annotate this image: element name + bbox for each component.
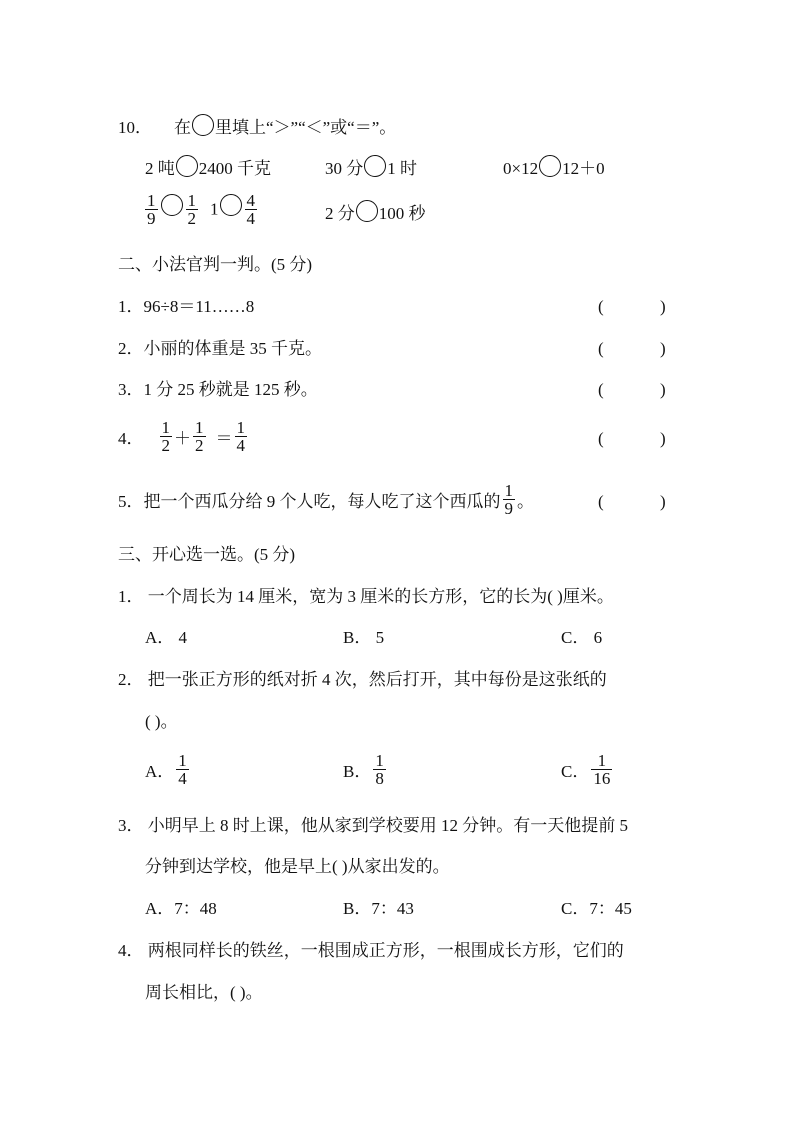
section3-title: 三、开心选一选。(5 分) bbox=[118, 545, 296, 564]
paren-close: ) bbox=[660, 492, 666, 511]
fraction: $\frac{1}{2}$ bbox=[187, 191, 196, 228]
fraction: $\frac{1}{9}$ bbox=[147, 191, 156, 228]
answer-paren-q3[interactable]: ( bbox=[598, 380, 604, 399]
compare-circle[interactable] bbox=[192, 114, 214, 136]
choice-q2-option-c[interactable]: C． $\frac{1}{16}$ bbox=[561, 751, 611, 788]
q10-item-c: 0×12 12＋0 bbox=[503, 155, 605, 179]
compare-circle-d[interactable] bbox=[161, 194, 183, 216]
choice-q2-option-a[interactable]: A． $\frac{1}{4}$ bbox=[145, 751, 187, 788]
compare-circle-a[interactable] bbox=[176, 155, 198, 177]
choice-q3-line1: 3． 小明早上 8 时上课，他从家到学校要用 12 分钟。有一天他提前 5 bbox=[118, 816, 628, 835]
compare-circle-b[interactable] bbox=[364, 155, 386, 177]
choice-q1: 1． 一个周长为 14 厘米，宽为 3 厘米的长方形，它的长为( )厘米。 bbox=[118, 587, 614, 606]
judge-q4: 4． $\frac{1}{2}$ ＋ $\frac{1}{2}$ ＝ $\frac{1}{4}$ bbox=[118, 418, 245, 455]
fraction: $\frac{1}{2}$ bbox=[161, 418, 170, 455]
choice-q3-option-a[interactable]: A．7：48 bbox=[145, 899, 217, 918]
choice-q4-line2: 周长相比，( )。 bbox=[145, 983, 263, 1002]
q10-item-b: 30 分 1 时 bbox=[325, 155, 417, 179]
answer-paren-q5[interactable]: ( bbox=[598, 492, 604, 511]
fraction: $\frac{1}{4}$ bbox=[178, 751, 187, 788]
fraction: $\frac{1}{8}$ bbox=[375, 751, 384, 788]
fraction: $\frac{1}{16}$ bbox=[593, 751, 611, 788]
judge-q3: 3．1 分 25 秒就是 125 秒。 bbox=[118, 380, 318, 399]
choice-q3-line2: 分钟到达学校，他是早上( )从家出发的。 bbox=[145, 857, 450, 876]
section2-title: 二、小法官判一判。(5 分) bbox=[118, 255, 313, 274]
q10-item-e: 1 $\frac{4}{4}$ bbox=[210, 191, 255, 228]
choice-q4-line1: 4． 两根同样长的铁丝，一根围成正方形，一根围成长方形，它们的 bbox=[118, 941, 624, 960]
q10-item-a: 2 吨 2400 千克 bbox=[145, 155, 271, 179]
q10-item-f: 2 分 100 秒 bbox=[325, 200, 426, 224]
paren-close: ) bbox=[660, 429, 666, 448]
choice-q3-option-c[interactable]: C．7：45 bbox=[561, 899, 632, 918]
answer-paren-q4[interactable]: ( bbox=[598, 429, 604, 448]
compare-circle-e[interactable] bbox=[220, 194, 242, 216]
choice-q2-option-b[interactable]: B． $\frac{1}{8}$ bbox=[343, 751, 384, 788]
fraction: $\frac{1}{9}$ bbox=[504, 481, 513, 518]
fraction: $\frac{1}{2}$ bbox=[195, 418, 204, 455]
q10-stem: 10． 在 里填上“＞”“＜”或“＝”。 bbox=[118, 114, 396, 138]
judge-q2: 2．小丽的体重是 35 千克。 bbox=[118, 339, 322, 358]
paren-close: ) bbox=[660, 380, 666, 399]
answer-paren-q2[interactable]: ( bbox=[598, 339, 604, 358]
judge-q5: 5．把一个西瓜分给 9 个人吃，每人吃了这个西瓜的 $\frac{1}{9}$ 。 bbox=[118, 481, 534, 518]
compare-circle-f[interactable] bbox=[356, 200, 378, 222]
choice-q3-option-b[interactable]: B．7：43 bbox=[343, 899, 414, 918]
judge-q1: 1．96÷8＝11……8 bbox=[118, 297, 255, 316]
choice-q2-line1: 2． 把一张正方形的纸对折 4 次，然后打开，其中每份是这张纸的 bbox=[118, 670, 607, 689]
answer-paren-q1[interactable]: ( bbox=[598, 297, 604, 316]
fraction: $\frac{1}{4}$ bbox=[236, 418, 245, 455]
paren-close: ) bbox=[660, 339, 666, 358]
choice-q2-line2: ( )。 bbox=[145, 712, 178, 731]
q10-item-d bbox=[143, 192, 200, 227]
compare-circle-c[interactable] bbox=[539, 155, 561, 177]
choice-q1-option-a[interactable]: A． 4 bbox=[145, 628, 188, 647]
fraction: $\frac{4}{4}$ bbox=[246, 191, 255, 228]
choice-q1-option-b[interactable]: B． 5 bbox=[343, 628, 385, 647]
choice-q1-option-c[interactable]: C． 6 bbox=[561, 628, 603, 647]
paren-close: ) bbox=[660, 297, 666, 316]
